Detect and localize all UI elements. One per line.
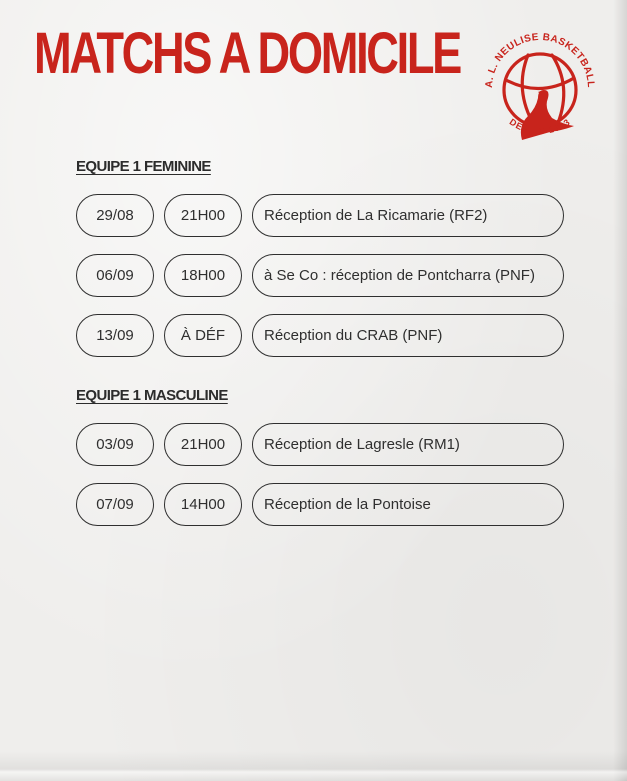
- match-date: 06/09: [76, 254, 154, 297]
- section-heading-feminine: EQUIPE 1 FEMININE: [76, 158, 211, 175]
- match-row: [76, 254, 566, 299]
- match-description: Réception de la Pontoise: [252, 483, 564, 526]
- match-time: 14H00: [164, 483, 242, 526]
- match-time: 21H00: [164, 194, 242, 237]
- match-row: [76, 194, 566, 239]
- match-date: 13/09: [76, 314, 154, 357]
- match-row: [76, 483, 566, 528]
- club-logo: [478, 26, 602, 150]
- match-description: à Se Co : réception de Pontcharra (PNF): [252, 254, 564, 297]
- page-title: MATCHS A DOMICILE: [34, 21, 460, 86]
- match-row: [76, 314, 566, 359]
- match-description: Réception de La Ricamarie (RF2): [252, 194, 564, 237]
- match-date: 07/09: [76, 483, 154, 526]
- match-time: 21H00: [164, 423, 242, 466]
- match-time: 18H00: [164, 254, 242, 297]
- match-row: [76, 423, 566, 468]
- match-description: Réception de Lagresle (RM1): [252, 423, 564, 466]
- section-heading-masculine: EQUIPE 1 MASCULINE: [76, 387, 228, 404]
- paper-bottom-edge: [0, 751, 627, 781]
- match-date: 29/08: [76, 194, 154, 237]
- match-date: 03/09: [76, 423, 154, 466]
- match-description: Réception du CRAB (PNF): [252, 314, 564, 357]
- match-time: À DÉF: [164, 314, 242, 357]
- paper-edge-shadow: [613, 0, 627, 781]
- basketball-swan-logo-icon: [478, 26, 602, 150]
- svg-text:DEPUIS 1933: DEPUIS 1933: [507, 116, 573, 137]
- svg-text:A. L. NEULISE BASKETBALL: A. L. NEULISE BASKETBALL: [483, 31, 597, 89]
